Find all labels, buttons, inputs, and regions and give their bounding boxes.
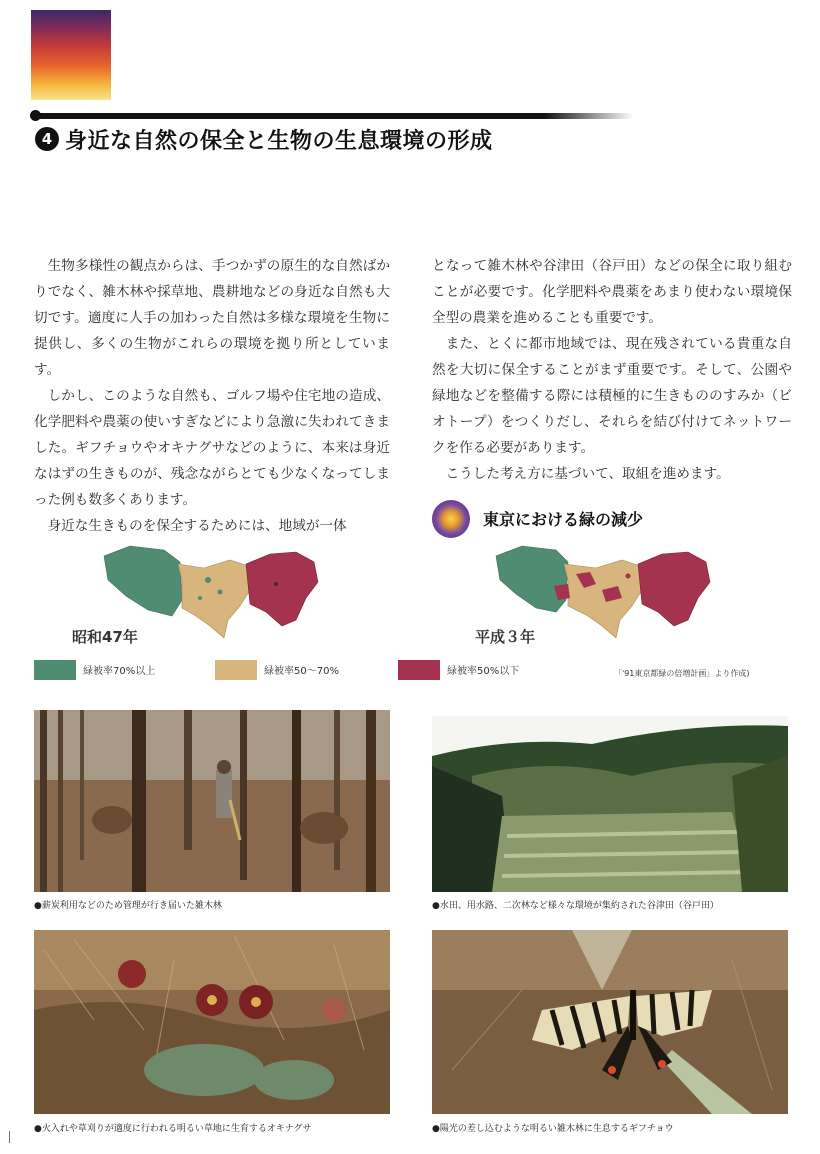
legend-swatch-low (398, 660, 440, 680)
body-column-left (34, 253, 390, 539)
sun-bullet-icon (432, 500, 470, 538)
legend-label-high: 緑被率70%以上 (83, 666, 156, 677)
section-title: 身近な自然の保全と生物の生息環境の形成 (65, 129, 493, 154)
legend-swatch-mid (215, 660, 257, 680)
photo-coppice-forest (34, 710, 390, 892)
photo-gifu-butterfly (432, 930, 788, 1114)
map-year-right: 平成３年 (475, 628, 536, 646)
body-paragraph: 身近な生きものを保全するためには、地域が一体 (47, 518, 347, 534)
photo-caption: ●火入れや草刈りが適度に行われる明るい草地に生育するオキナグサ (34, 1124, 312, 1134)
map-source-note: 「'91東京都緑の倍増計画」より作成) (614, 669, 750, 678)
body-column-right (432, 253, 792, 487)
legend-label-mid: 緑被率50～70% (264, 666, 339, 677)
page-margin-mark (9, 1131, 10, 1143)
body-paragraph: こうした考え方に基づいて、取組を進めます。 (445, 466, 730, 482)
legend-swatch-high (34, 660, 76, 680)
body-paragraph: また、とくに都市地域では、現在残されている貴重な自然を大切に保全することがまず重要です。そして、公園や緑地などを整備する際には積極的に生きもののすみか（ビオトープ）をつくりだし、それらを結び付けてネットワークを作る必要があります。 (432, 336, 792, 456)
body-paragraph: となって雑木林や谷津田（谷戸田）などの保全に取り組むことが必要です。化学肥料や農薬をあまり使わない環境保全型の農業を進めることも重要です。 (432, 258, 792, 326)
map-year-left: 昭和47年 (72, 628, 138, 646)
legend-label-low: 緑被率50%以下 (447, 666, 520, 677)
photo-pasqueflower (34, 930, 390, 1114)
body-paragraph: しかし、このような自然も、ゴルフ場や住宅地の造成、化学肥料や農薬の使いすぎなどにより急激に失われてきました。ギフチョウやオキナグサなどのように、本来は身近なはずの生きものが、残念ながらとても少なくなってしまった例も数多くあります。 (34, 388, 390, 508)
section-number-badge: 4 (35, 127, 59, 151)
photo-valley-rice-fields (432, 716, 788, 892)
body-paragraph: 生物多様性の観点からは、手つかずの原生的な自然ばかりでなく、雑木林や採草地、農耕地などの身近な自然も大切です。適度に人手の加わった自然は多様な環境を生物に提供し、多くの生物がこれらの環境を拠り所としています。 (34, 258, 390, 378)
header-color-swatch (31, 10, 111, 100)
photo-caption: ●陽光の差し込むような明るい雑木林に生息するギフチョウ (432, 1124, 674, 1134)
photo-caption: ●水田、用水路、二次林など様々な環境が集約された谷津田（谷戸田） (432, 901, 719, 911)
photo-caption: ●薪炭利用などのため管理が行き届いた雑木林 (34, 901, 222, 911)
title-rule (34, 113, 634, 119)
map-title: 東京における緑の減少 (483, 510, 644, 529)
